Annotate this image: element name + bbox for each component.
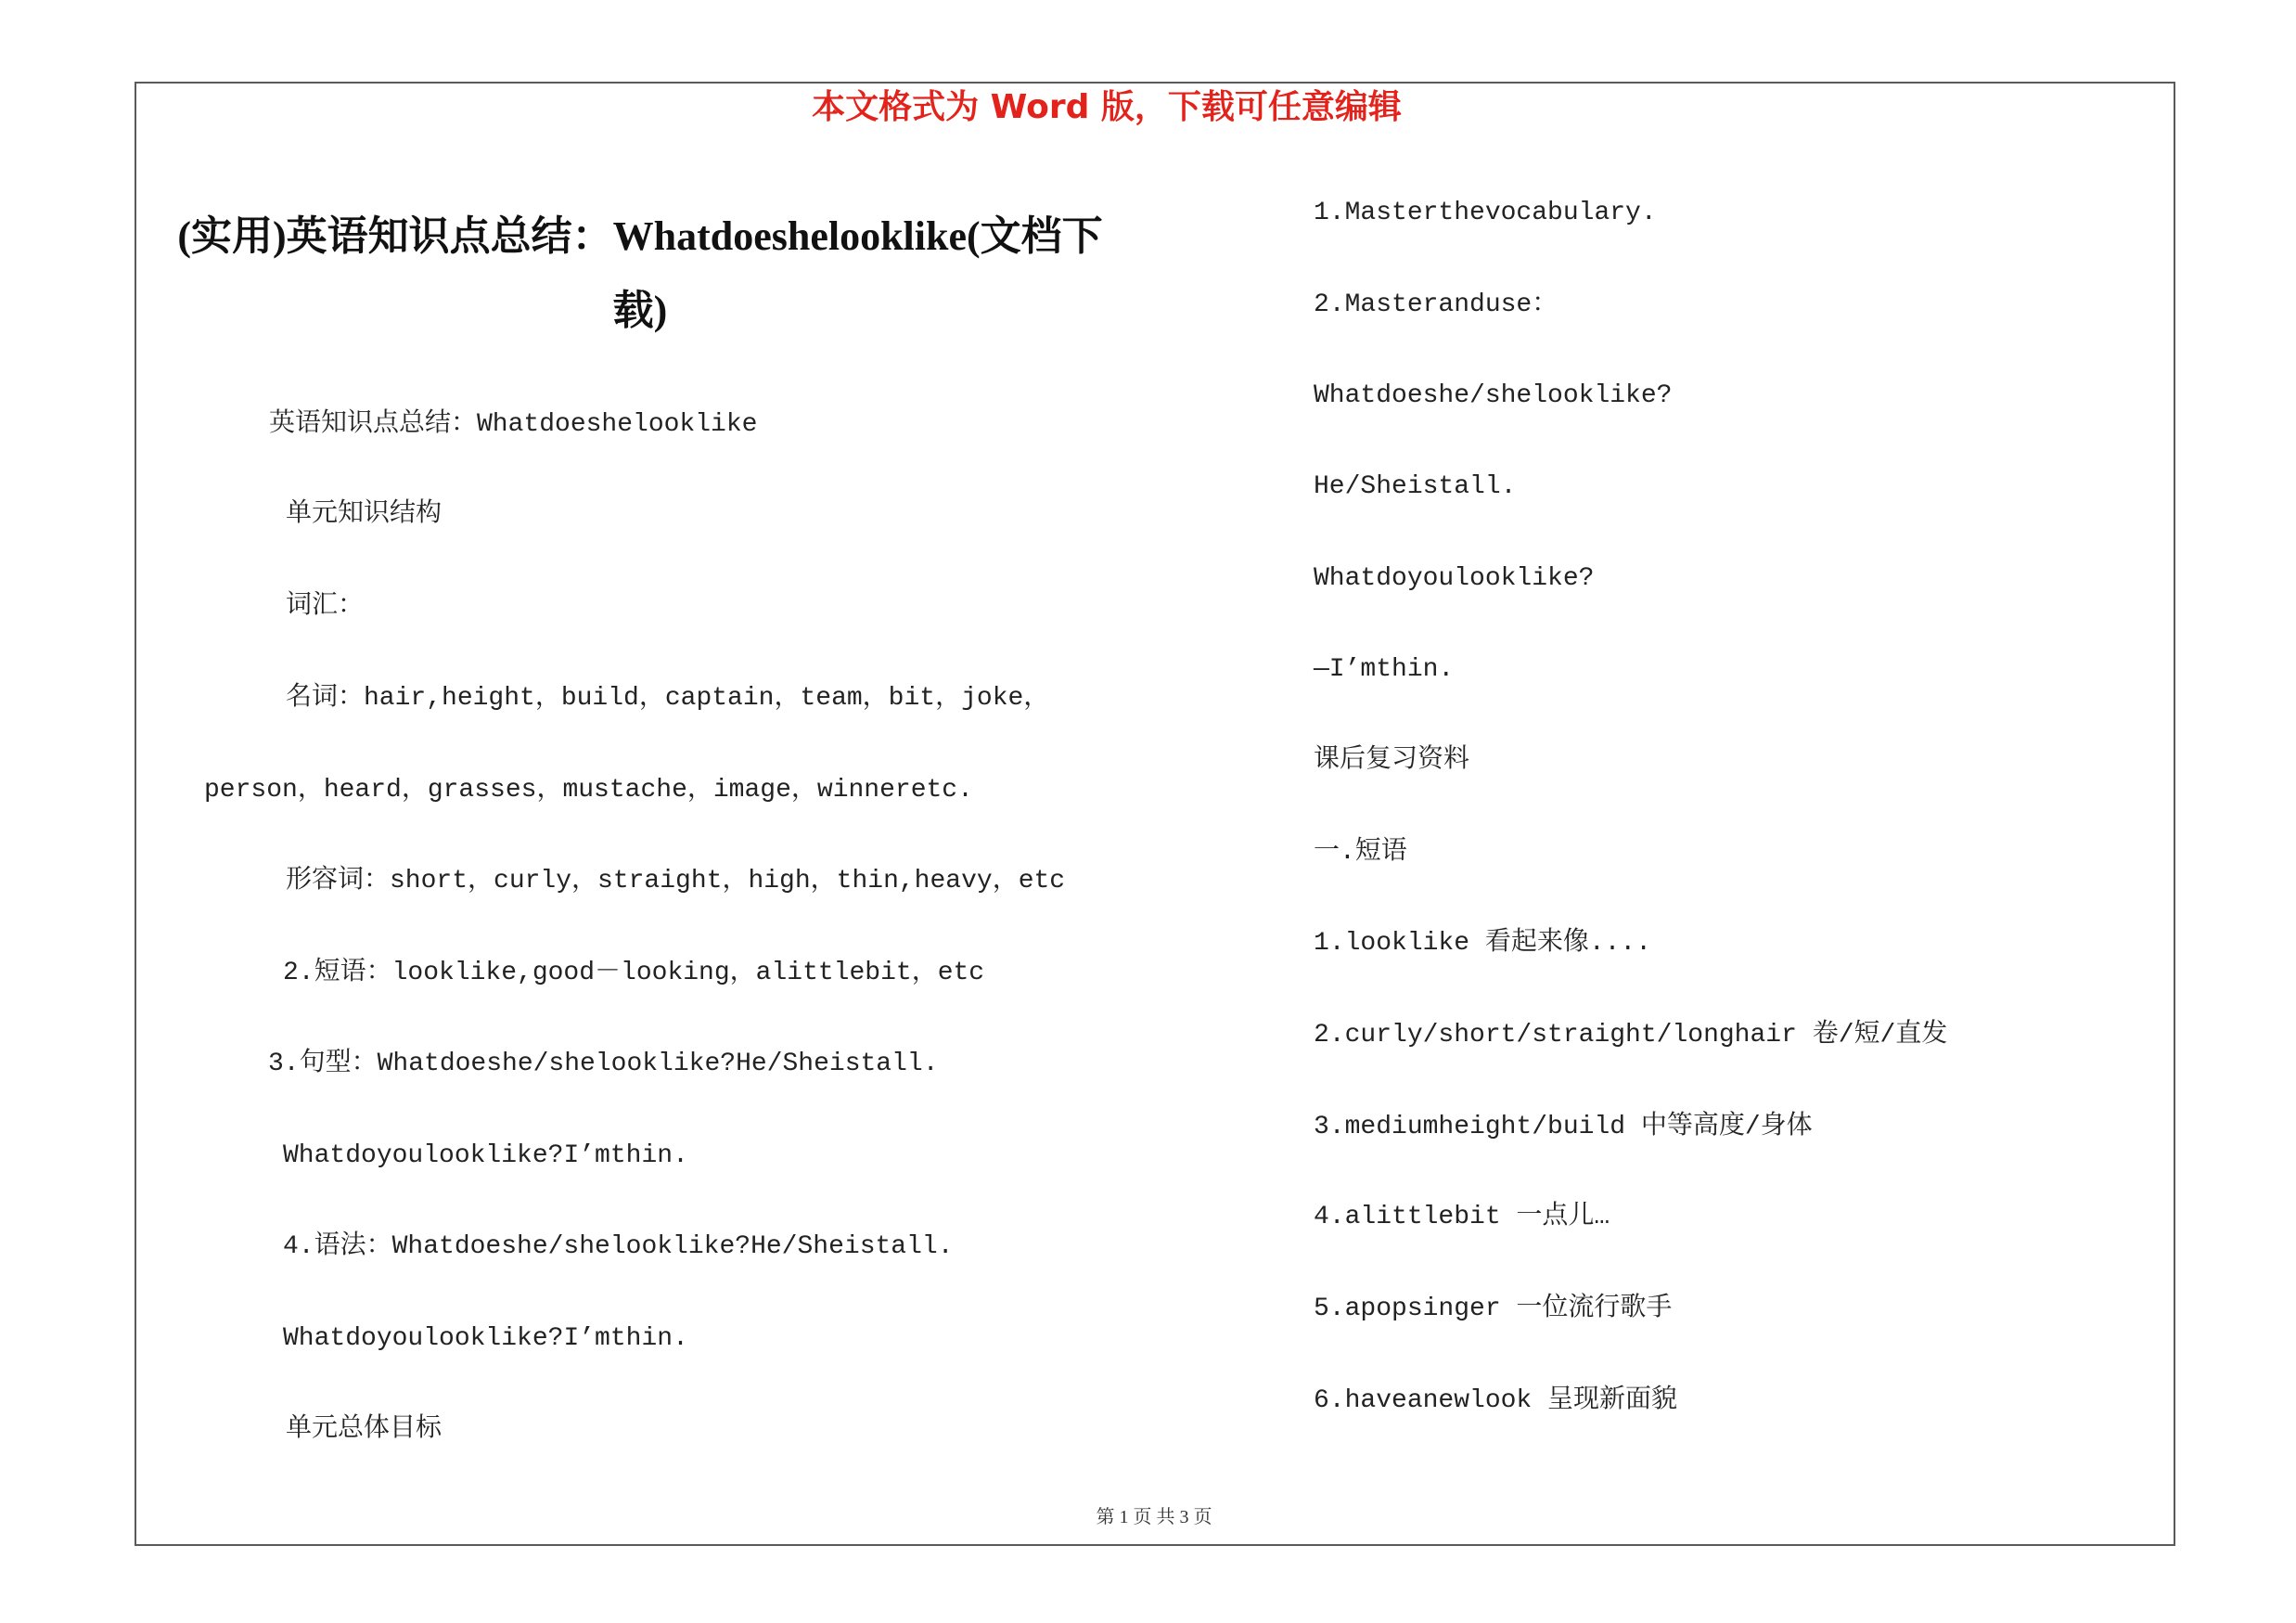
right-line-phrase-1: 1.looklike 看起来像....: [1314, 929, 1652, 958]
title-line-1: (实用)英语知识点总结：Whatdoeshelooklike(文档下: [177, 213, 1103, 259]
right-line-phrases-heading: 一.短语: [1314, 838, 1407, 867]
right-line-3: Whatdoeshe/shelooklike?: [1314, 381, 1673, 410]
right-line-review-heading: 课后复习资料: [1314, 746, 1470, 775]
right-line-phrase-2: 2.curly/short/straight/longhair 卷/短/直发: [1314, 1021, 1948, 1050]
right-line-phrase-3: 3.mediumheight/build 中等高度/身体: [1314, 1113, 1813, 1141]
left-line-sentence-patterns-cont: Whatdoyoulooklike?I’mthin.: [283, 1141, 688, 1170]
page-number: 第 1 页 共 3 页: [1096, 1507, 1212, 1527]
title-line-2: 载): [612, 288, 668, 333]
right-line-1: 1.Masterthevocabulary.: [1314, 199, 1657, 227]
left-line-grammar: 4.语法：Whatdoeshe/shelooklike?He/Sheistall.: [283, 1232, 954, 1261]
left-line-grammar-cont: Whatdoyoulooklike?I’mthin.: [283, 1324, 688, 1353]
left-line-phrases: 2.短语：looklike,good－looking，alittlebit，etc: [283, 959, 985, 987]
left-line-unit-structure: 单元知识结构: [286, 500, 443, 529]
right-line-phrase-6: 6.haveanewlook 呈现新面貌: [1314, 1386, 1678, 1415]
left-line-nouns-cont: person，heard，grasses，mustache，image，winneretc.: [204, 776, 973, 805]
right-line-4: He/Sheistall.: [1314, 472, 1517, 501]
left-line-unit-goals: 单元总体目标: [286, 1415, 443, 1444]
right-line-6: —I’mthin.: [1314, 655, 1455, 684]
left-line-adjectives: 形容词：short，curly，straight，high，thin,heavy，etc: [286, 867, 1066, 895]
right-line-5: Whatdoyoulooklike?: [1314, 564, 1595, 593]
right-line-2: 2.Masteranduse：: [1314, 290, 1558, 319]
left-line-sentence-patterns: 3.句型：Whatdoeshe/shelooklike?He/Sheistall.: [268, 1050, 939, 1078]
left-line-vocabulary: 词汇：: [286, 592, 365, 621]
right-line-phrase-4: 4.alittlebit 一点儿…: [1314, 1203, 1610, 1231]
left-line-nouns: 名词：hair,height，build，captain，team，bit，joke，: [286, 684, 1050, 713]
format-notice: 本文格式为 Word 版，下载可任意编辑: [812, 88, 1402, 126]
document-title: [139, 200, 1141, 348]
right-line-phrase-5: 5.apopsinger 一位流行歌手: [1314, 1295, 1673, 1323]
left-line-summary: 英语知识点总结：Whatdoeshelooklike: [269, 410, 758, 439]
